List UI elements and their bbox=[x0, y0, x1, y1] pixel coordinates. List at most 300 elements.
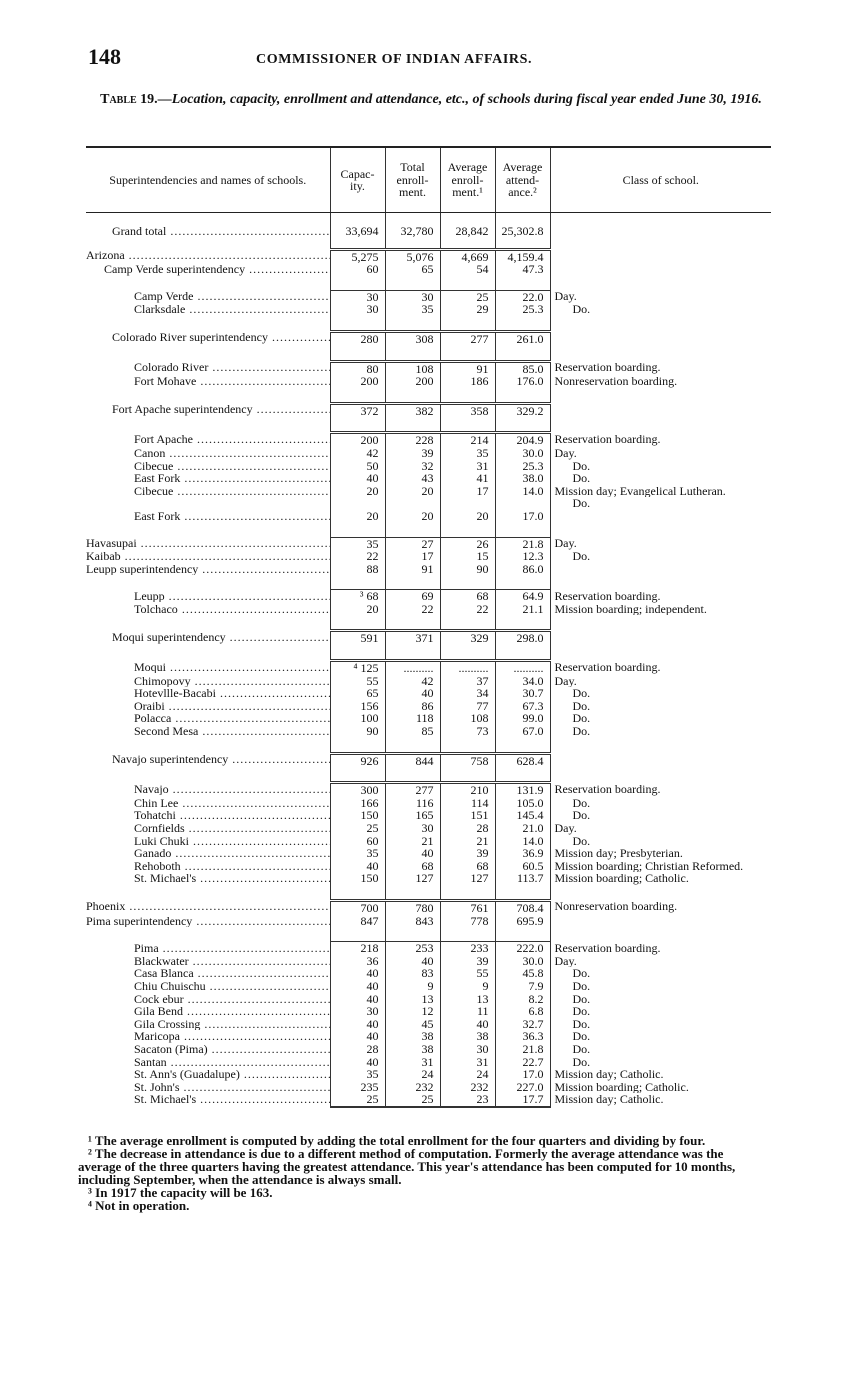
table-row bbox=[86, 700, 771, 713]
average-enrollment-cell: 329 bbox=[440, 631, 495, 645]
school-name-cell bbox=[86, 375, 330, 388]
class-of-school-cell: Do. bbox=[550, 550, 771, 563]
school-name bbox=[86, 497, 134, 510]
table-body bbox=[86, 213, 771, 1107]
school-name-cell bbox=[86, 263, 330, 276]
school-name-cell bbox=[86, 1056, 330, 1069]
spacer-row bbox=[86, 885, 771, 901]
total-enrollment-cell: 38 bbox=[385, 1030, 440, 1043]
capacity-cell: 300 bbox=[330, 783, 385, 797]
total-enrollment-cell: 277 bbox=[385, 783, 440, 797]
school-name-cell bbox=[86, 485, 330, 498]
spacer-row bbox=[86, 575, 771, 590]
school-name-cell bbox=[86, 942, 330, 955]
school-name: Hotevllle-Bacabi ..... bbox=[86, 687, 330, 700]
average-enrollment-cell: 25 bbox=[440, 290, 495, 303]
average-attendance-cell: 21.1 bbox=[495, 603, 550, 616]
school-name-cell bbox=[86, 460, 330, 473]
average-attendance-cell: 30.7 bbox=[495, 687, 550, 700]
table-row bbox=[86, 980, 771, 993]
class-of-school-cell: Reservation boarding. bbox=[550, 590, 771, 603]
average-attendance-cell: 64.9 bbox=[495, 590, 550, 603]
school-name-cell bbox=[86, 700, 330, 713]
class-of-school-cell bbox=[550, 331, 771, 345]
class-of-school-cell bbox=[550, 915, 771, 928]
school-name-cell bbox=[86, 967, 330, 980]
table-row bbox=[86, 835, 771, 848]
total-enrollment-cell: 843 bbox=[385, 915, 440, 928]
average-attendance-cell: 17.7 bbox=[495, 1093, 550, 1107]
school-name-cell bbox=[86, 433, 330, 447]
school-name: Gila Bend ..... bbox=[86, 1005, 330, 1018]
average-attendance-cell: 6.8 bbox=[495, 1005, 550, 1018]
capacity-cell: 100 bbox=[330, 712, 385, 725]
running-head: COMMISSIONER OF INDIAN AFFAIRS. bbox=[256, 52, 533, 67]
table-row bbox=[86, 809, 771, 822]
spacer-row bbox=[86, 276, 771, 291]
table-row bbox=[86, 661, 771, 675]
class-of-school-cell: Reservation boarding. bbox=[550, 783, 771, 797]
capacity-cell: 40 bbox=[330, 980, 385, 993]
class-of-school-cell: Reservation boarding. bbox=[550, 942, 771, 955]
total-enrollment-cell: 22 bbox=[385, 603, 440, 616]
spacer-row bbox=[86, 767, 771, 783]
average-enrollment-cell: 214 bbox=[440, 433, 495, 447]
footnote: ¹ The average enrollment is computed by adding the total enrollment for the four quarters and dividing by four. bbox=[88, 1133, 706, 1148]
average-attendance-cell: 708.4 bbox=[495, 900, 550, 914]
average-attendance-cell: 113.7 bbox=[495, 872, 550, 885]
school-name: Second Mesa ..... bbox=[86, 725, 330, 738]
school-name-cell bbox=[86, 809, 330, 822]
average-enrollment-cell: 232 bbox=[440, 1081, 495, 1094]
average-enrollment-cell: 55 bbox=[440, 967, 495, 980]
average-enrollment-cell: 778 bbox=[440, 915, 495, 928]
school-name-cell bbox=[86, 447, 330, 460]
average-enrollment-cell: 108 bbox=[440, 712, 495, 725]
average-attendance-cell: 17.0 bbox=[495, 510, 550, 523]
school-name-cell bbox=[86, 915, 330, 928]
capacity-cell: ³ 68 bbox=[330, 590, 385, 603]
school-name-cell bbox=[86, 1043, 330, 1056]
class-of-school-cell: Mission boarding; Christian Reformed. bbox=[550, 860, 771, 873]
class-of-school-cell: Day. bbox=[550, 447, 771, 460]
capacity-cell: 847 bbox=[330, 915, 385, 928]
table-row bbox=[86, 725, 771, 738]
school-name: Colorado River superintendency ..... bbox=[86, 331, 330, 344]
table-row bbox=[86, 967, 771, 980]
class-of-school-cell: Mission day; Presbyterian. bbox=[550, 847, 771, 860]
table-row bbox=[86, 675, 771, 688]
table-row bbox=[86, 303, 771, 316]
school-name-cell bbox=[86, 403, 330, 417]
average-attendance-cell: 30.0 bbox=[495, 955, 550, 968]
class-of-school-cell: Do. bbox=[550, 967, 771, 980]
table-row bbox=[86, 375, 771, 388]
capacity-cell: 22 bbox=[330, 550, 385, 563]
capacity-cell: 35 bbox=[330, 1068, 385, 1081]
table-row bbox=[86, 472, 771, 485]
table-row bbox=[86, 797, 771, 810]
total-enrollment-cell: 27 bbox=[385, 537, 440, 550]
table-row bbox=[86, 590, 771, 603]
school-name-cell bbox=[86, 537, 330, 550]
table-row bbox=[86, 1030, 771, 1043]
footnote: ⁴ Not in operation. bbox=[88, 1198, 190, 1213]
school-name: Phoenix ..... bbox=[86, 900, 330, 913]
total-enrollment-cell: 21 bbox=[385, 835, 440, 848]
average-attendance-cell: 14.0 bbox=[495, 835, 550, 848]
table-label: Table 19. bbox=[100, 92, 158, 107]
table-row bbox=[86, 900, 771, 914]
table-row bbox=[86, 687, 771, 700]
average-enrollment-cell: 17 bbox=[440, 485, 495, 498]
average-enrollment-cell: 21 bbox=[440, 835, 495, 848]
col-header-capacity: Capac-ity. bbox=[330, 147, 385, 213]
average-enrollment-cell: 39 bbox=[440, 847, 495, 860]
school-name: Blackwater ..... bbox=[86, 955, 330, 968]
table-row bbox=[86, 847, 771, 860]
capacity-cell: 60 bbox=[330, 263, 385, 276]
total-enrollment-cell: 20 bbox=[385, 485, 440, 498]
spacer-row bbox=[86, 645, 771, 661]
school-name-cell bbox=[86, 249, 330, 263]
spacer-row bbox=[86, 346, 771, 362]
average-attendance-cell: 222.0 bbox=[495, 942, 550, 955]
total-enrollment-cell: 40 bbox=[385, 687, 440, 700]
school-name-cell bbox=[86, 1018, 330, 1031]
table-row bbox=[86, 510, 771, 523]
capacity-cell: 40 bbox=[330, 967, 385, 980]
school-name-cell bbox=[86, 753, 330, 767]
table-row bbox=[86, 1005, 771, 1018]
average-enrollment-cell: 11 bbox=[440, 1005, 495, 1018]
table-header-row bbox=[86, 147, 771, 213]
average-attendance-cell: 67.3 bbox=[495, 700, 550, 713]
capacity-cell: 35 bbox=[330, 847, 385, 860]
school-name: Oraibi ..... bbox=[86, 700, 330, 713]
total-enrollment-cell: 24 bbox=[385, 1068, 440, 1081]
total-enrollment-cell: 308 bbox=[385, 331, 440, 345]
capacity-cell: 25 bbox=[330, 1093, 385, 1107]
average-enrollment-cell: 20 bbox=[440, 510, 495, 523]
footnote: ² The decrease in attendance is due to a different method of computation. Formerly the average attendance was the average of the three quarters having the greatest attendance. This year's attendance has been computed for 10 months, including September, when the attendance is always small. bbox=[78, 1146, 736, 1187]
school-name: Moqui superintendency ..... bbox=[86, 631, 330, 644]
capacity-cell: 235 bbox=[330, 1081, 385, 1094]
average-attendance-cell: 60.5 bbox=[495, 860, 550, 873]
spacer-row bbox=[86, 523, 771, 538]
average-attendance-cell: 21.8 bbox=[495, 1043, 550, 1056]
total-enrollment-cell: 30 bbox=[385, 822, 440, 835]
class-of-school-cell: Do. bbox=[550, 797, 771, 810]
school-name: St. Michael's ..... bbox=[86, 872, 330, 885]
capacity-cell: ⁴ 125 bbox=[330, 661, 385, 675]
total-enrollment-cell: 232 bbox=[385, 1081, 440, 1094]
school-name: Havasupai ..... bbox=[86, 537, 330, 550]
total-enrollment-cell: 116 bbox=[385, 797, 440, 810]
average-attendance-cell: 145.4 bbox=[495, 809, 550, 822]
capacity-cell: 700 bbox=[330, 900, 385, 914]
total-enrollment-cell: 40 bbox=[385, 847, 440, 860]
school-name: St. John's ..... bbox=[86, 1081, 330, 1094]
average-enrollment-cell: 4,669 bbox=[440, 249, 495, 263]
school-name-cell bbox=[86, 822, 330, 835]
school-name-cell bbox=[86, 303, 330, 316]
table-row bbox=[86, 460, 771, 473]
average-attendance-cell: 85.0 bbox=[495, 361, 550, 375]
class-of-school-cell: Nonreservation boarding. bbox=[550, 900, 771, 914]
total-enrollment-cell: 40 bbox=[385, 955, 440, 968]
total-enrollment-cell: .......... bbox=[385, 661, 440, 675]
capacity-cell: 40 bbox=[330, 472, 385, 485]
school-name: Canon ..... bbox=[86, 447, 330, 460]
capacity-cell: 372 bbox=[330, 403, 385, 417]
school-name-cell bbox=[86, 847, 330, 860]
table-row bbox=[86, 872, 771, 885]
table-row bbox=[86, 433, 771, 447]
table-row bbox=[86, 485, 771, 498]
average-attendance-cell: 8.2 bbox=[495, 993, 550, 1006]
table-row bbox=[86, 631, 771, 645]
table-title: —Location, capacity, enrollment and attendance, etc., of schools during fiscal year ended June 30, 1916. bbox=[157, 92, 762, 107]
total-enrollment-cell: 83 bbox=[385, 967, 440, 980]
average-attendance-cell: 21.0 bbox=[495, 822, 550, 835]
average-attendance-cell: 25,302.8 bbox=[495, 213, 550, 250]
average-enrollment-cell: 28,842 bbox=[440, 213, 495, 250]
total-enrollment-cell: 43 bbox=[385, 472, 440, 485]
schools-table bbox=[86, 146, 771, 1108]
school-name-cell bbox=[86, 835, 330, 848]
average-enrollment-cell: 758 bbox=[440, 753, 495, 767]
school-name-cell bbox=[86, 510, 330, 523]
table-row bbox=[86, 993, 771, 1006]
average-enrollment-cell: 13 bbox=[440, 993, 495, 1006]
average-enrollment-cell: 41 bbox=[440, 472, 495, 485]
school-name: Casa Blanca ..... bbox=[86, 967, 330, 980]
average-enrollment-cell: 22 bbox=[440, 603, 495, 616]
average-attendance-cell: 34.0 bbox=[495, 675, 550, 688]
average-enrollment-cell: 26 bbox=[440, 537, 495, 550]
total-enrollment-cell: 108 bbox=[385, 361, 440, 375]
capacity-cell: 156 bbox=[330, 700, 385, 713]
class-of-school-cell: Do. bbox=[550, 980, 771, 993]
average-attendance-cell: 12.3 bbox=[495, 550, 550, 563]
school-name-cell bbox=[86, 980, 330, 993]
table-row bbox=[86, 537, 771, 550]
class-of-school-cell: Day. bbox=[550, 675, 771, 688]
school-name-cell bbox=[86, 550, 330, 563]
total-enrollment-cell: 200 bbox=[385, 375, 440, 388]
total-enrollment-cell: 30 bbox=[385, 290, 440, 303]
school-name: Pima ..... bbox=[86, 942, 330, 955]
average-enrollment-cell: 39 bbox=[440, 955, 495, 968]
average-enrollment-cell: 186 bbox=[440, 375, 495, 388]
school-name: Gila Crossing ..... bbox=[86, 1018, 330, 1031]
capacity-cell: 218 bbox=[330, 942, 385, 955]
capacity-cell: 280 bbox=[330, 331, 385, 345]
col-header-average-enrollment: Average enroll-ment.¹ bbox=[440, 147, 495, 213]
total-enrollment-cell: 35 bbox=[385, 303, 440, 316]
class-of-school-cell bbox=[550, 563, 771, 576]
table-row bbox=[86, 550, 771, 563]
average-attendance-cell: 25.3 bbox=[495, 303, 550, 316]
average-attendance-cell: 38.0 bbox=[495, 472, 550, 485]
average-enrollment-cell: 9 bbox=[440, 980, 495, 993]
spacer-row bbox=[86, 316, 771, 332]
total-enrollment-cell: 12 bbox=[385, 1005, 440, 1018]
grand-total-row bbox=[86, 213, 771, 250]
total-enrollment-cell: 127 bbox=[385, 872, 440, 885]
average-attendance-cell: 36.3 bbox=[495, 1030, 550, 1043]
average-attendance-cell: 67.0 bbox=[495, 725, 550, 738]
footnotes bbox=[78, 1134, 768, 1212]
school-name: Rehoboth ..... bbox=[86, 860, 330, 873]
school-name: Tolchaco ..... bbox=[86, 603, 330, 616]
school-name: Camp Verde superintendency ..... bbox=[86, 263, 330, 276]
average-attendance-cell: 227.0 bbox=[495, 1081, 550, 1094]
school-name: Cibecue ..... bbox=[86, 485, 330, 498]
class-of-school-cell bbox=[550, 403, 771, 417]
average-enrollment-cell: 15 bbox=[440, 550, 495, 563]
average-attendance-cell: 176.0 bbox=[495, 375, 550, 388]
average-attendance-cell: 21.8 bbox=[495, 537, 550, 550]
average-enrollment-cell: 35 bbox=[440, 447, 495, 460]
average-enrollment-cell: 37 bbox=[440, 675, 495, 688]
class-of-school-cell: Do. bbox=[550, 700, 771, 713]
capacity-cell: 33,694 bbox=[330, 213, 385, 250]
average-enrollment-cell: 73 bbox=[440, 725, 495, 738]
total-enrollment-cell bbox=[385, 497, 440, 510]
average-enrollment-cell: 761 bbox=[440, 900, 495, 914]
class-of-school-cell: Mission boarding; Catholic. bbox=[550, 872, 771, 885]
total-enrollment-cell: 32 bbox=[385, 460, 440, 473]
total-enrollment-cell: 31 bbox=[385, 1056, 440, 1069]
total-enrollment-cell: 17 bbox=[385, 550, 440, 563]
total-enrollment-cell: 5,076 bbox=[385, 249, 440, 263]
school-name: Arizona ..... bbox=[86, 249, 330, 262]
average-enrollment-cell: 28 bbox=[440, 822, 495, 835]
total-enrollment-cell: 32,780 bbox=[385, 213, 440, 250]
table-row bbox=[86, 753, 771, 767]
average-enrollment-cell: .......... bbox=[440, 661, 495, 675]
spacer-row bbox=[86, 927, 771, 942]
table-row bbox=[86, 1081, 771, 1094]
average-enrollment-cell: 151 bbox=[440, 809, 495, 822]
capacity-cell: 200 bbox=[330, 433, 385, 447]
average-enrollment-cell: 277 bbox=[440, 331, 495, 345]
average-attendance-cell: 86.0 bbox=[495, 563, 550, 576]
class-of-school-cell: Mission day; Catholic. bbox=[550, 1068, 771, 1081]
footnote: ³ In 1917 the capacity will be 163. bbox=[88, 1185, 273, 1200]
average-enrollment-cell: 90 bbox=[440, 563, 495, 576]
school-name: Leupp superintendency ..... bbox=[86, 563, 330, 576]
total-enrollment-cell: 25 bbox=[385, 1093, 440, 1107]
average-enrollment-cell: 68 bbox=[440, 860, 495, 873]
average-enrollment-cell: 30 bbox=[440, 1043, 495, 1056]
school-name-cell bbox=[86, 675, 330, 688]
capacity-cell: 80 bbox=[330, 361, 385, 375]
school-name: Clarksdale ..... bbox=[86, 303, 330, 316]
table-row bbox=[86, 942, 771, 955]
capacity-cell: 166 bbox=[330, 797, 385, 810]
school-name-cell bbox=[86, 290, 330, 303]
total-enrollment-cell: 45 bbox=[385, 1018, 440, 1031]
class-of-school-cell: Day. bbox=[550, 537, 771, 550]
school-name-cell bbox=[86, 590, 330, 603]
class-of-school-cell bbox=[550, 263, 771, 276]
school-name-cell bbox=[86, 661, 330, 675]
total-enrollment-cell: 68 bbox=[385, 860, 440, 873]
school-name: Navajo superintendency ..... bbox=[86, 753, 330, 766]
school-name: Moqui ..... bbox=[86, 661, 330, 674]
average-enrollment-cell: 34 bbox=[440, 687, 495, 700]
total-enrollment-cell: 38 bbox=[385, 1043, 440, 1056]
school-name-cell bbox=[86, 1068, 330, 1081]
average-enrollment-cell: 114 bbox=[440, 797, 495, 810]
average-attendance-cell: 131.9 bbox=[495, 783, 550, 797]
school-name: Camp Verde ..... bbox=[86, 290, 330, 303]
table-row bbox=[86, 955, 771, 968]
page-number: 148 bbox=[88, 44, 121, 69]
school-name: Navajo ..... bbox=[86, 783, 330, 796]
spacer-row bbox=[86, 615, 771, 631]
school-name-cell bbox=[86, 563, 330, 576]
school-name: Cock ebur ..... bbox=[86, 993, 330, 1006]
school-name-cell bbox=[86, 712, 330, 725]
average-attendance-cell: 99.0 bbox=[495, 712, 550, 725]
average-attendance-cell: 17.0 bbox=[495, 1068, 550, 1081]
spacer-row bbox=[86, 388, 771, 404]
average-enrollment-cell: 31 bbox=[440, 460, 495, 473]
table-row bbox=[86, 1018, 771, 1031]
spacer-row bbox=[86, 417, 771, 433]
class-of-school-cell: Do. bbox=[550, 1043, 771, 1056]
capacity-cell: 65 bbox=[330, 687, 385, 700]
school-name-cell bbox=[86, 603, 330, 616]
average-enrollment-cell bbox=[440, 497, 495, 510]
capacity-cell: 30 bbox=[330, 303, 385, 316]
capacity-cell: 50 bbox=[330, 460, 385, 473]
average-attendance-cell: .......... bbox=[495, 661, 550, 675]
class-of-school-cell: Mission boarding; independent. bbox=[550, 603, 771, 616]
average-enrollment-cell: 68 bbox=[440, 590, 495, 603]
average-attendance-cell: 204.9 bbox=[495, 433, 550, 447]
capacity-cell: 60 bbox=[330, 835, 385, 848]
total-enrollment-cell: 9 bbox=[385, 980, 440, 993]
total-enrollment-cell: 382 bbox=[385, 403, 440, 417]
average-attendance-cell: 298.0 bbox=[495, 631, 550, 645]
school-name: Santan ..... bbox=[86, 1056, 330, 1069]
class-of-school-cell: Do. bbox=[550, 1018, 771, 1031]
school-name: Cornfields ..... bbox=[86, 822, 330, 835]
table-row bbox=[86, 712, 771, 725]
table-row bbox=[86, 860, 771, 873]
col-header-average-attendance: Average attend-ance.² bbox=[495, 147, 550, 213]
class-of-school-cell: Do. bbox=[550, 712, 771, 725]
average-enrollment-cell: 31 bbox=[440, 1056, 495, 1069]
col-header-class: Class of school. bbox=[550, 147, 771, 213]
school-name-cell bbox=[86, 1030, 330, 1043]
class-of-school-cell: Reservation boarding. bbox=[550, 433, 771, 447]
school-name-cell bbox=[86, 783, 330, 797]
col-header-name: Superintendencies and names of schools. bbox=[86, 147, 330, 213]
class-of-school-cell: Do. bbox=[550, 460, 771, 473]
class-of-school-cell: Reservation boarding. bbox=[550, 361, 771, 375]
average-attendance-cell: 22.0 bbox=[495, 290, 550, 303]
school-name-cell bbox=[86, 1005, 330, 1018]
capacity-cell: 40 bbox=[330, 1018, 385, 1031]
school-name-cell bbox=[86, 1093, 330, 1107]
total-enrollment-cell: 780 bbox=[385, 900, 440, 914]
